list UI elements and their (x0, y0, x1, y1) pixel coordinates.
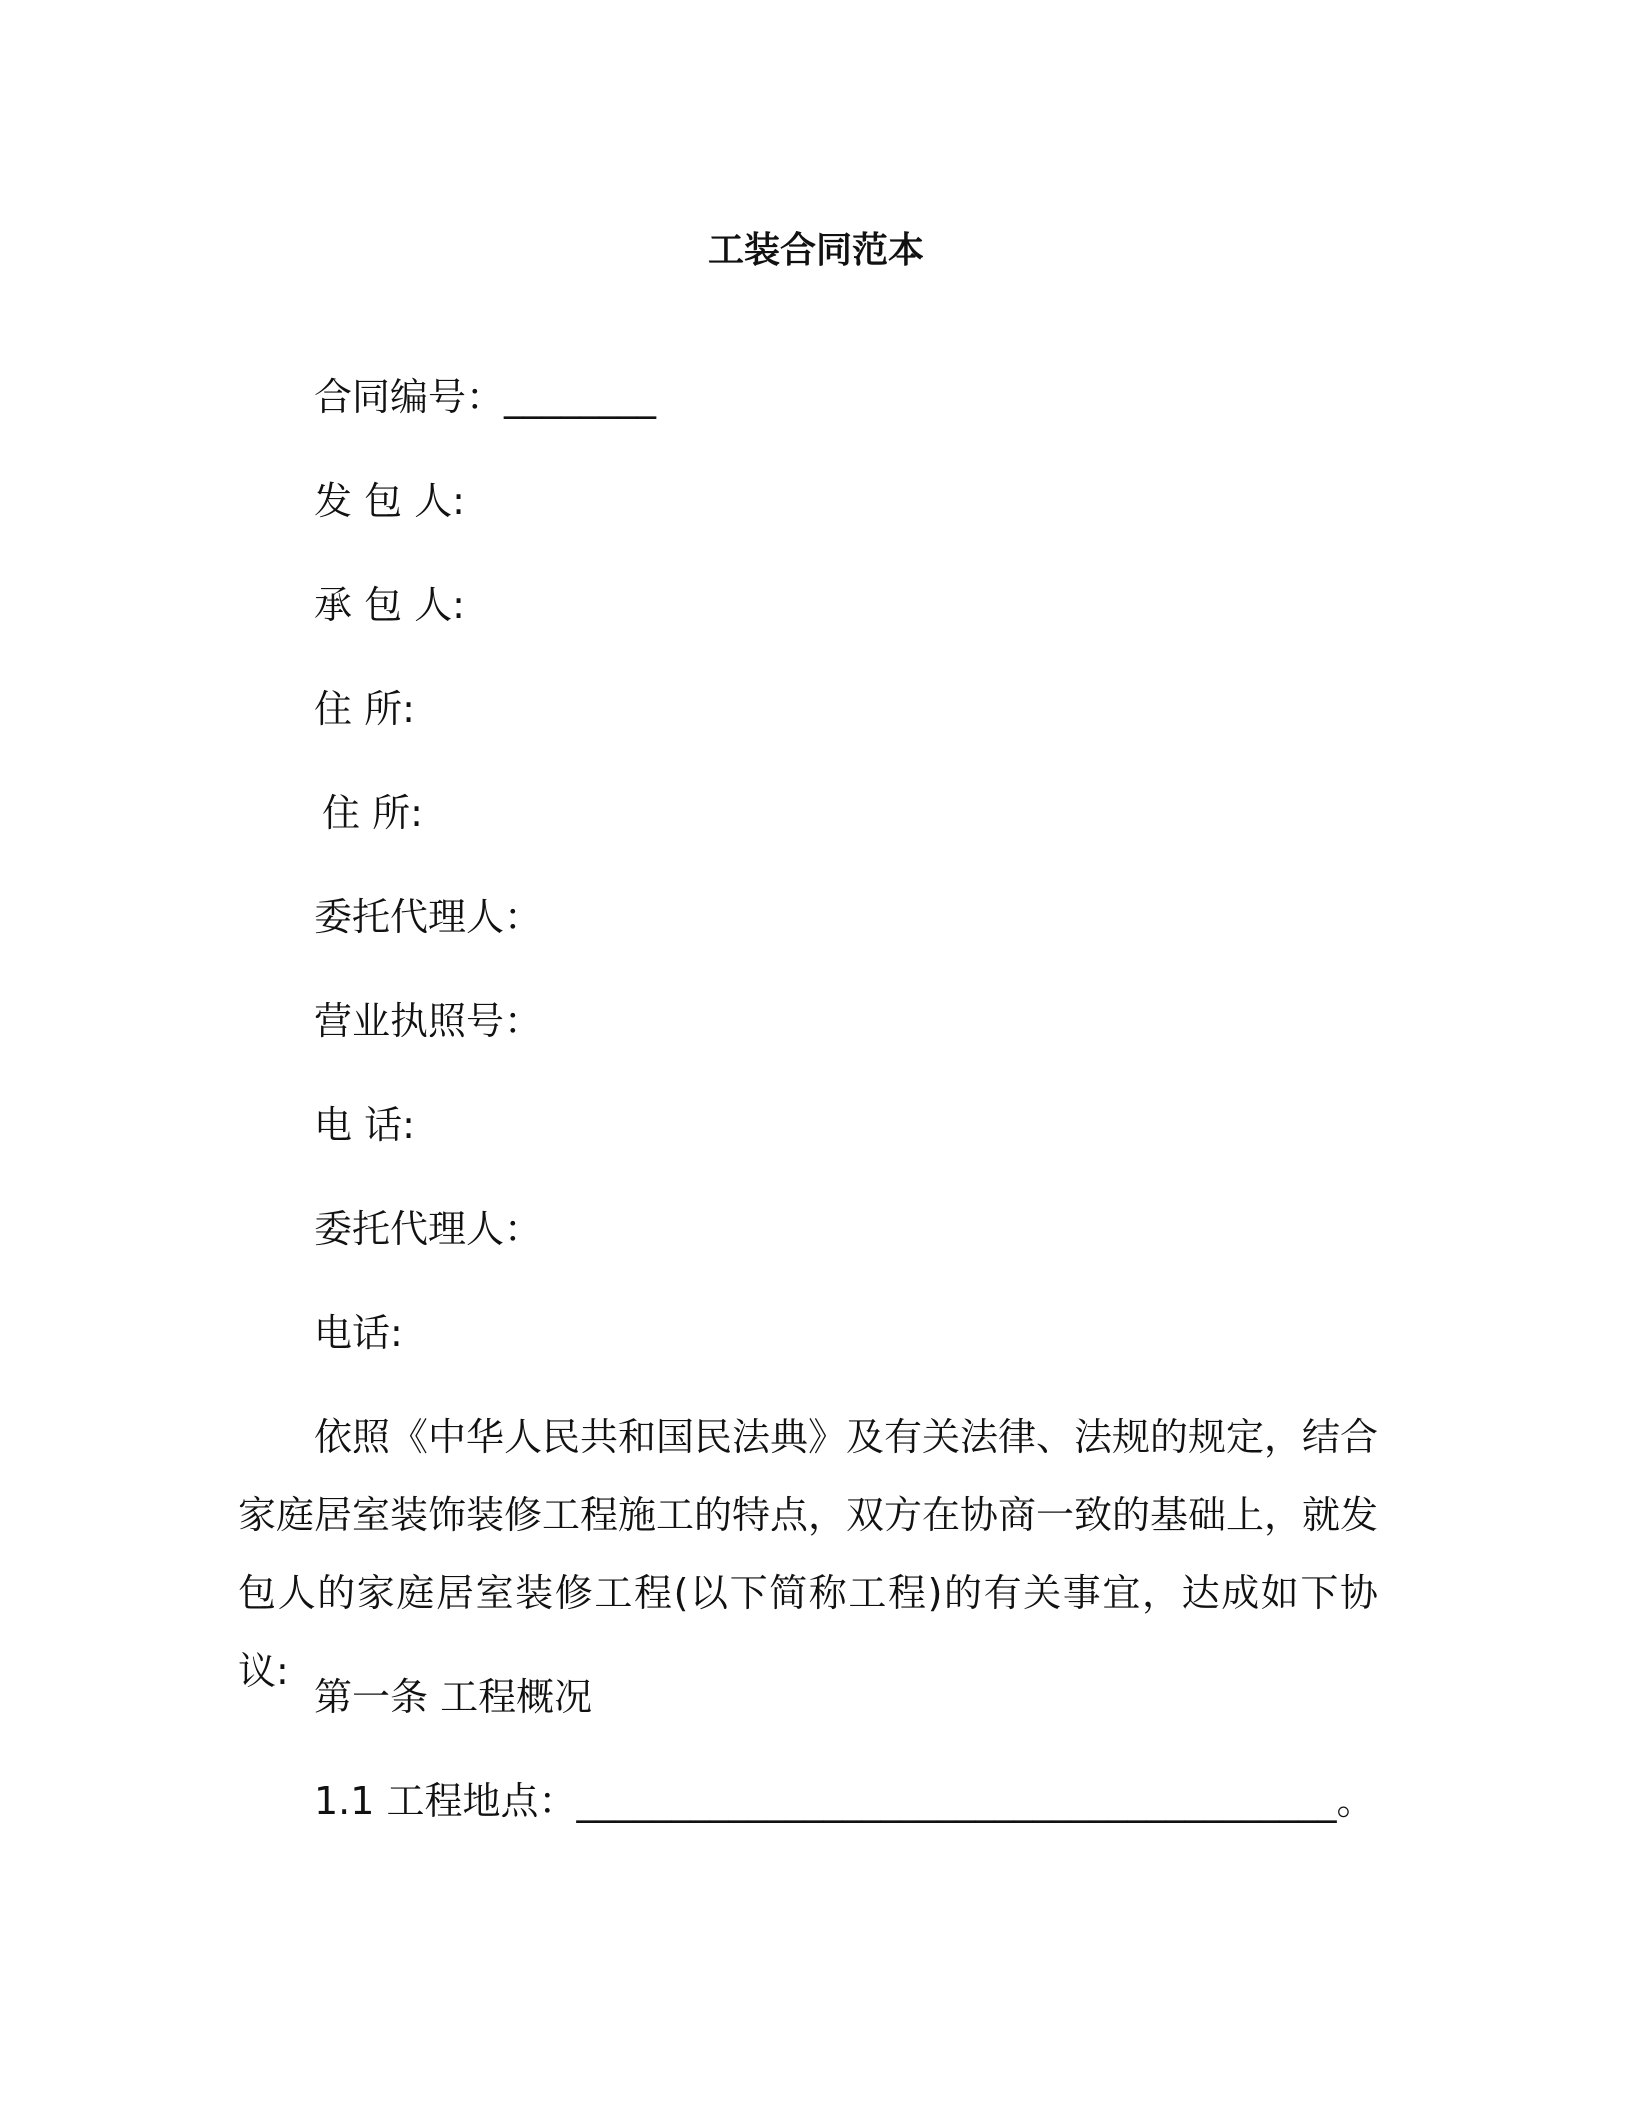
agent-label-2: 委托代理人： (314, 1207, 543, 1251)
address-label-2: 住 所: (322, 791, 423, 835)
intro-paragraph: 依照《中华人民共和国民法典》及有关法律、法规的规定，结合家庭居室装饰装修工程施工的特点，双方在协商一致的基础上，就发包人的家庭居室装修工程(以下简称工程)的有关事宜，达成如下协议: (238, 1415, 1379, 1693)
agent-label-1: 委托代理人： (314, 895, 543, 939)
business-license-label: 营业执照号： (314, 999, 543, 1043)
party-a-label: 发 包 人: (314, 479, 465, 523)
clause-1-1: 1.1 工程地点：________________________________________。 (314, 1779, 1375, 1823)
address-label-1: 住 所: (314, 687, 415, 731)
document-title: 工装合同范本 (707, 230, 924, 271)
party-b-label: 承 包 人: (314, 583, 465, 627)
article-1-heading: 第一条 工程概况 (314, 1675, 593, 1719)
phone-label-2: 电话: (314, 1311, 403, 1355)
phone-label-1: 电 话: (314, 1103, 415, 1147)
contract-number-field: 合同编号：________ (314, 375, 657, 419)
